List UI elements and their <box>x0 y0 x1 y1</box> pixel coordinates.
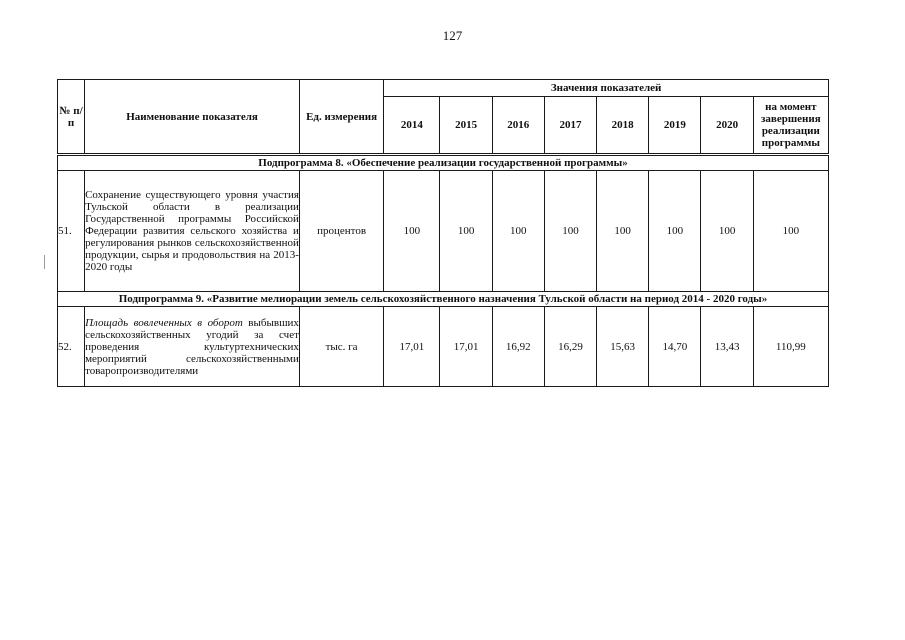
subprogram-row <box>58 155 829 171</box>
row-value-2014: 100 <box>384 171 440 292</box>
margin-mark <box>44 255 45 269</box>
row-name: Сохранение существующего уровня участия Тульской области в реализации Государственной программы Российской Федерации развития сельского хозяйства и регулирования рынков сельскохозяйственной продукции, сырья и продовольствия на 2013-2020 годы <box>85 171 300 292</box>
row-num: 51. <box>58 171 85 292</box>
row-value-final: 110,99 <box>753 307 828 387</box>
row-name <box>85 307 300 387</box>
row-value-2020: 13,43 <box>701 307 753 387</box>
header-num: № п/п <box>58 80 85 155</box>
row-name-rest: выбывших сельскохозяйственных угодий за счет проведения культуртехнических мероприятий сельскохозяйственными товаропроизводителями <box>85 316 299 377</box>
table-row <box>58 171 829 292</box>
row-value-2018: 100 <box>597 171 649 292</box>
indicators-table <box>57 79 829 387</box>
header-year-2019: 2019 <box>649 97 701 155</box>
row-value-final: 100 <box>753 171 828 292</box>
subprogram-row <box>58 292 829 307</box>
row-value-2017: 16,29 <box>544 307 596 387</box>
header-values-group: Значения показателей <box>384 80 829 97</box>
header-final: на момент завершения реализации программы <box>753 97 828 155</box>
subprogram-title: Подпрограмма 8. «Обеспечение реализации государственной программы» <box>58 155 829 171</box>
row-num: 52. <box>58 307 85 387</box>
header-unit: Ед. измерения <box>299 80 383 155</box>
subprogram-title: Подпрограмма 9. «Развитие мелиорации земель сельскохозяйственного назначения Тульской области на период 2014 - 2020 годы» <box>58 292 829 307</box>
row-unit: тыс. га <box>299 307 383 387</box>
row-unit: процентов <box>299 171 383 292</box>
table-row <box>58 307 829 387</box>
header-year-2016: 2016 <box>492 97 544 155</box>
header-year-2020: 2020 <box>701 97 753 155</box>
row-value-2016: 100 <box>492 171 544 292</box>
header-year-2018: 2018 <box>597 97 649 155</box>
row-name-lead: Площадь вовлеченных в оборот <box>85 316 243 329</box>
header-name: Наименование показателя <box>85 80 300 155</box>
row-value-2017: 100 <box>544 171 596 292</box>
row-value-2018: 15,63 <box>597 307 649 387</box>
row-value-2019: 14,70 <box>649 307 701 387</box>
row-value-2015: 100 <box>440 171 492 292</box>
row-value-2016: 16,92 <box>492 307 544 387</box>
row-value-2020: 100 <box>701 171 753 292</box>
header-year-2014: 2014 <box>384 97 440 155</box>
header-year-2015: 2015 <box>440 97 492 155</box>
page-number: 127 <box>442 28 463 43</box>
header-year-2017: 2017 <box>544 97 596 155</box>
row-value-2019: 100 <box>649 171 701 292</box>
row-value-2014: 17,01 <box>384 307 440 387</box>
row-value-2015: 17,01 <box>440 307 492 387</box>
